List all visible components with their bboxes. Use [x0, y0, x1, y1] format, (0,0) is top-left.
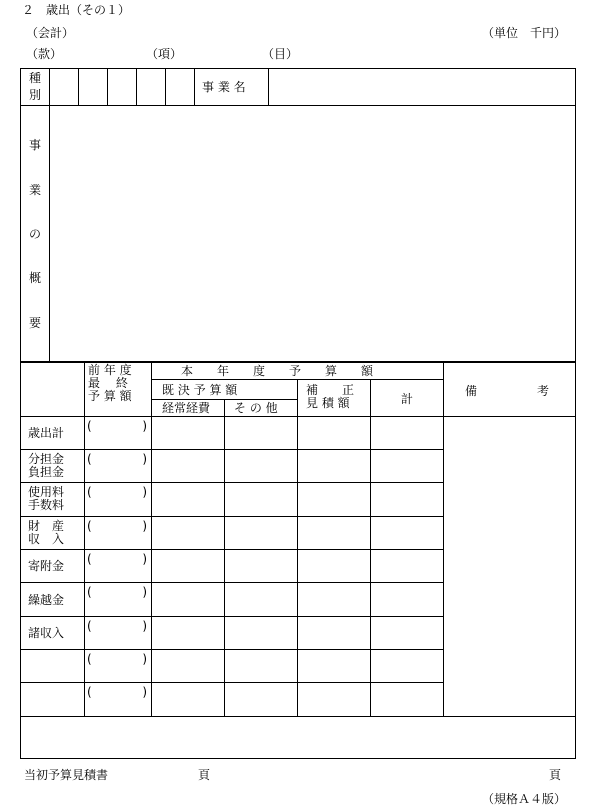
overview-label-char: 業	[28, 183, 41, 197]
overview-label-char: 要	[28, 316, 41, 330]
kind-label-char: 種	[28, 71, 41, 85]
account-label: （会計）	[26, 26, 75, 40]
row-label-misc-income: 諸収入	[28, 626, 65, 640]
page-label: 頁	[549, 768, 562, 782]
overview-label-char: 概	[28, 271, 41, 285]
current-year-budget-header: 本 年 度 予 算 額	[181, 364, 374, 378]
item-label: （項）	[146, 47, 183, 61]
kind-label-char: 別	[28, 88, 41, 102]
supplementary-estimate-header: 補 正 見 積 額	[306, 383, 355, 410]
row-label-property-income: 財 産 収 入	[28, 519, 65, 546]
paper-size-label: （規格Ａ４版）	[482, 792, 567, 806]
ordinary-expense-header: 経常経費	[162, 401, 211, 415]
sub-item-label: （目）	[262, 47, 299, 61]
page-label: 頁	[198, 768, 211, 782]
project-name-label: 事 業 名	[202, 80, 246, 94]
row-label-donations: 寄附金	[28, 559, 65, 573]
overview-label-char: の	[28, 227, 41, 241]
row-label-contributions: 分担金 負担金	[28, 452, 65, 479]
form-heading: ２ 歳出（その１）	[22, 3, 131, 17]
prev-year-budget-header: 前 年 度 最 終 予 算 額	[88, 363, 132, 403]
row-label-expenditure-total: 歳出計	[28, 426, 65, 440]
project-overview-field[interactable]	[53, 110, 571, 358]
total-header: 計	[401, 392, 414, 406]
other-expense-header: そ の 他	[234, 401, 278, 415]
overview-label-char: 事	[28, 138, 41, 152]
section-label: （款）	[26, 47, 63, 61]
initial-estimate-label: 当初予算見積書	[24, 768, 109, 782]
row-label-carryover: 繰越金	[28, 593, 65, 607]
project-name-field[interactable]	[272, 72, 572, 102]
decided-budget-header: 既 決 予 算 額	[162, 383, 238, 397]
row-label-fees: 使用料 手数料	[28, 485, 65, 512]
unit-label: （単位 千円）	[482, 26, 567, 40]
remarks-header: 備 考	[465, 384, 550, 398]
